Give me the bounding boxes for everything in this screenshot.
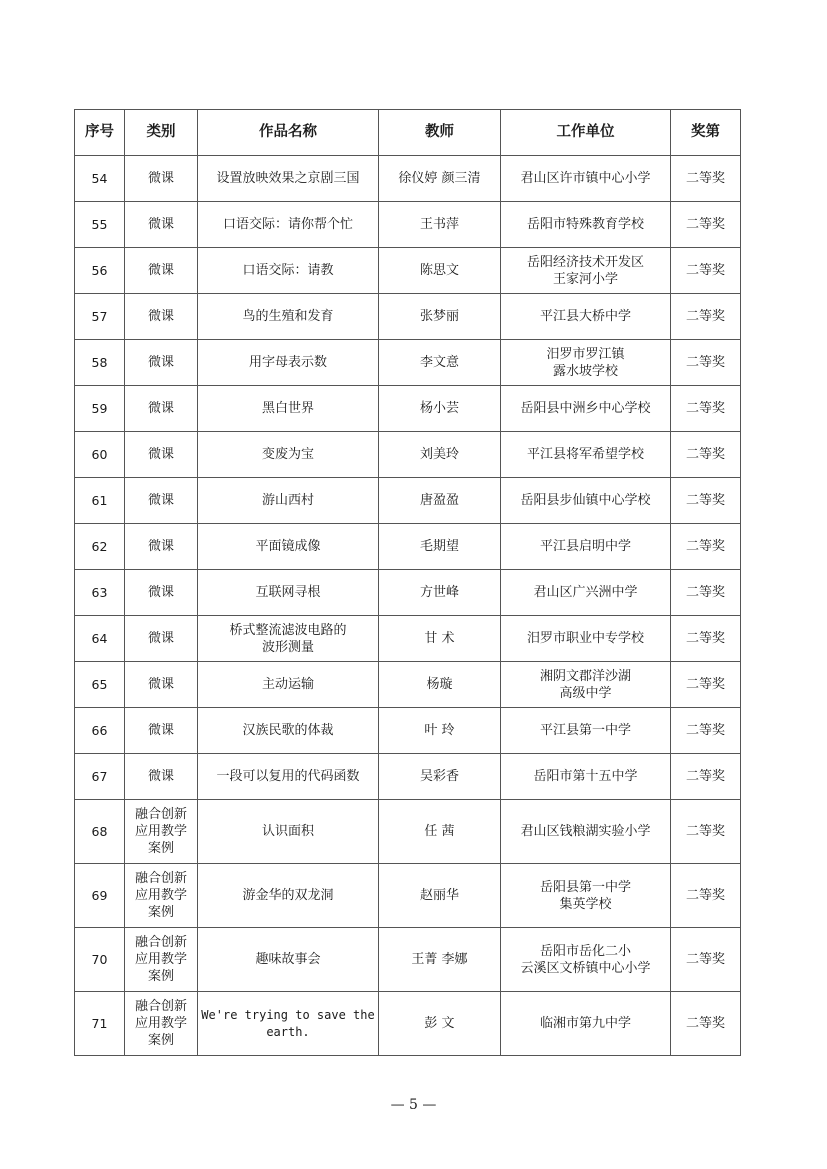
- cell-no: [75, 616, 125, 662]
- cell-unit-text: 君山区广兴洲中学: [533, 585, 638, 600]
- cell-award-text: 二等奖: [685, 769, 725, 784]
- cell-unit-text: 岳阳市岳化二小 云溪区文桥镇中心小学: [520, 943, 651, 976]
- cell-title-text: 用字母表示数: [248, 355, 327, 370]
- cell-teacher-text: 任 茜: [424, 824, 455, 839]
- cell-category-text: 融合创新 应用教学 案例: [134, 807, 187, 856]
- cell-category-text: 融合创新 应用教学 案例: [134, 871, 187, 920]
- cell-title-text: 鸟的生殖和发育: [242, 309, 334, 324]
- cell-unit-text: 岳阳市特殊教育学校: [526, 217, 644, 232]
- cell-unit-text: 君山区钱粮湖实验小学: [520, 824, 651, 839]
- header-teacher: 教师: [379, 110, 501, 156]
- cell-teacher-text: 彭 文: [424, 1016, 455, 1031]
- cell-category: [125, 992, 198, 1056]
- cell-unit: [501, 708, 671, 754]
- cell-unit: [501, 478, 671, 524]
- table-row: [75, 248, 741, 294]
- cell-award-text: 二等奖: [685, 355, 725, 370]
- cell-award-text: 二等奖: [685, 539, 725, 554]
- cell-award-text: 二等奖: [685, 493, 725, 508]
- table-row: [75, 156, 741, 202]
- cell-no-text: 69: [91, 888, 108, 903]
- cell-title-text: 互联网寻根: [255, 585, 321, 600]
- cell-no-text: 71: [91, 1016, 108, 1031]
- cell-category-text: 微课: [147, 171, 174, 186]
- cell-title: [198, 570, 379, 616]
- cell-category: [125, 662, 198, 708]
- cell-teacher-text: 徐仪婷 颜三清: [398, 171, 481, 186]
- cell-unit: [501, 864, 671, 928]
- cell-award: [671, 248, 741, 294]
- cell-category-text: 融合创新 应用教学 案例: [134, 935, 187, 984]
- cell-no: [75, 708, 125, 754]
- table-row: [75, 928, 741, 992]
- cell-category: [125, 616, 198, 662]
- cell-teacher: [379, 294, 501, 340]
- cell-award: [671, 202, 741, 248]
- cell-no-text: 66: [91, 723, 108, 738]
- cell-category: [125, 248, 198, 294]
- cell-category: [125, 570, 198, 616]
- cell-title-text: 口语交际：请你帮个忙: [222, 217, 353, 232]
- cell-unit: [501, 202, 671, 248]
- cell-category-text: 融合创新 应用教学 案例: [134, 999, 187, 1048]
- header-unit: 工作单位: [501, 110, 671, 156]
- cell-title: [198, 524, 379, 570]
- cell-unit: [501, 754, 671, 800]
- cell-title: [198, 708, 379, 754]
- cell-category: [125, 928, 198, 992]
- cell-unit-text: 平江县启明中学: [539, 539, 631, 554]
- cell-no-text: 61: [91, 493, 108, 508]
- cell-unit-text: 岳阳市第十五中学: [533, 769, 638, 784]
- cell-award: [671, 294, 741, 340]
- cell-title: [198, 864, 379, 928]
- cell-teacher-text: 杨小芸: [419, 401, 459, 416]
- table-row: [75, 340, 741, 386]
- cell-teacher-text: 吴彩香: [419, 769, 459, 784]
- cell-teacher-text: 王菁 李娜: [411, 952, 468, 967]
- table-row: [75, 616, 741, 662]
- cell-no-text: 64: [91, 631, 108, 646]
- cell-teacher: [379, 864, 501, 928]
- cell-category-text: 微课: [147, 217, 174, 232]
- table-row: [75, 800, 741, 864]
- cell-teacher: [379, 248, 501, 294]
- cell-award-text: 二等奖: [685, 585, 725, 600]
- cell-category-text: 微课: [147, 401, 174, 416]
- cell-title-text: 游金华的双龙洞: [242, 888, 334, 903]
- cell-category: [125, 800, 198, 864]
- cell-title-text: 变废为宝: [261, 447, 314, 462]
- cell-no: [75, 478, 125, 524]
- cell-teacher-text: 赵丽华: [419, 888, 459, 903]
- table-header-row: [75, 110, 741, 156]
- cell-award: [671, 616, 741, 662]
- cell-teacher-text: 陈思文: [419, 263, 459, 278]
- cell-teacher-text: 刘美玲: [419, 447, 459, 462]
- cell-category-text: 微课: [147, 355, 174, 370]
- cell-no: [75, 432, 125, 478]
- cell-category: [125, 864, 198, 928]
- cell-category: [125, 386, 198, 432]
- cell-award: [671, 478, 741, 524]
- cell-teacher: [379, 340, 501, 386]
- cell-title-text: 趣味故事会: [255, 952, 321, 967]
- cell-title: [198, 432, 379, 478]
- cell-no: [75, 992, 125, 1056]
- table-row: [75, 386, 741, 432]
- cell-no-text: 63: [91, 585, 108, 600]
- cell-title: [198, 928, 379, 992]
- cell-no-text: 70: [91, 952, 108, 967]
- cell-title: [198, 156, 379, 202]
- table-row: [75, 570, 741, 616]
- cell-category-text: 微课: [147, 263, 174, 278]
- cell-no-text: 54: [91, 171, 108, 186]
- cell-title-text: 口语交际：请教: [242, 263, 334, 278]
- cell-no-text: 58: [91, 355, 108, 370]
- cell-title-text: We're trying to save the earth.: [201, 1007, 375, 1039]
- cell-award: [671, 432, 741, 478]
- cell-title-text: 一段可以复用的代码函数: [216, 769, 360, 784]
- cell-no-text: 67: [91, 769, 108, 784]
- table-row: [75, 524, 741, 570]
- table-row: [75, 432, 741, 478]
- cell-unit-text: 汨罗市罗江镇 露水坡学校: [546, 346, 625, 379]
- cell-category: [125, 754, 198, 800]
- cell-title: [198, 386, 379, 432]
- cell-unit: [501, 662, 671, 708]
- cell-unit: [501, 156, 671, 202]
- cell-teacher-text: 李文意: [419, 355, 459, 370]
- cell-title: [198, 478, 379, 524]
- table-row: [75, 708, 741, 754]
- cell-category: [125, 432, 198, 478]
- cell-category-text: 微课: [147, 585, 174, 600]
- cell-category-text: 微课: [147, 447, 174, 462]
- header-no: 序号: [75, 110, 125, 156]
- cell-title: [198, 800, 379, 864]
- cell-category-text: 微课: [147, 769, 174, 784]
- cell-category-text: 微课: [147, 723, 174, 738]
- cell-award: [671, 386, 741, 432]
- cell-teacher: [379, 156, 501, 202]
- cell-title: [198, 992, 379, 1056]
- cell-title: [198, 616, 379, 662]
- cell-unit: [501, 800, 671, 864]
- cell-category: [125, 708, 198, 754]
- cell-title-text: 主动运输: [261, 677, 314, 692]
- cell-award-text: 二等奖: [685, 723, 725, 738]
- cell-no-text: 62: [91, 539, 108, 554]
- table-row: [75, 478, 741, 524]
- cell-award: [671, 754, 741, 800]
- cell-teacher: [379, 616, 501, 662]
- cell-unit-text: 岳阳县步仙镇中心学校: [520, 493, 651, 508]
- cell-no: [75, 248, 125, 294]
- header-award: 奖第: [671, 110, 741, 156]
- cell-title: [198, 294, 379, 340]
- cell-unit: [501, 616, 671, 662]
- cell-category-text: 微课: [147, 677, 174, 692]
- cell-award-text: 二等奖: [685, 631, 725, 646]
- cell-no: [75, 340, 125, 386]
- cell-unit: [501, 340, 671, 386]
- cell-award: [671, 992, 741, 1056]
- cell-no: [75, 800, 125, 864]
- cell-award-text: 二等奖: [685, 888, 725, 903]
- table-row: [75, 662, 741, 708]
- cell-title: [198, 202, 379, 248]
- cell-teacher: [379, 478, 501, 524]
- cell-teacher: [379, 708, 501, 754]
- cell-teacher: [379, 754, 501, 800]
- cell-unit: [501, 992, 671, 1056]
- cell-unit: [501, 928, 671, 992]
- cell-no: [75, 662, 125, 708]
- cell-teacher-text: 张梦丽: [419, 309, 459, 324]
- cell-unit-text: 岳阳县第一中学 集英学校: [539, 879, 631, 912]
- cell-no-text: 65: [91, 677, 108, 692]
- cell-award: [671, 662, 741, 708]
- cell-teacher: [379, 432, 501, 478]
- cell-no: [75, 156, 125, 202]
- cell-award: [671, 800, 741, 864]
- table-row: [75, 294, 741, 340]
- cell-teacher: [379, 662, 501, 708]
- cell-award-text: 二等奖: [685, 171, 725, 186]
- cell-unit-text: 岳阳县中洲乡中心学校: [520, 401, 651, 416]
- cell-category: [125, 524, 198, 570]
- table-body: [75, 156, 741, 1056]
- cell-award: [671, 524, 741, 570]
- cell-teacher: [379, 524, 501, 570]
- cell-title-text: 游山西村: [261, 493, 314, 508]
- page-number: — 5 —: [390, 1097, 437, 1113]
- cell-award-text: 二等奖: [685, 677, 725, 692]
- cell-title: [198, 662, 379, 708]
- cell-unit-text: 临湘市第九中学: [539, 1016, 631, 1031]
- cell-category: [125, 478, 198, 524]
- cell-award-text: 二等奖: [685, 952, 725, 967]
- cell-category: [125, 202, 198, 248]
- cell-title-text: 平面镜成像: [255, 539, 321, 554]
- cell-category-text: 微课: [147, 309, 174, 324]
- cell-award: [671, 928, 741, 992]
- cell-unit: [501, 432, 671, 478]
- cell-teacher: [379, 992, 501, 1056]
- cell-teacher: [379, 800, 501, 864]
- cell-teacher: [379, 570, 501, 616]
- cell-award: [671, 708, 741, 754]
- cell-no-text: 68: [91, 824, 108, 839]
- cell-teacher: [379, 202, 501, 248]
- table-row: [75, 992, 741, 1056]
- header-category: 类别: [125, 110, 198, 156]
- cell-teacher-text: 唐盈盈: [419, 493, 459, 508]
- cell-award: [671, 156, 741, 202]
- cell-category: [125, 340, 198, 386]
- cell-teacher-text: 王书萍: [419, 217, 459, 232]
- cell-category: [125, 294, 198, 340]
- cell-category-text: 微课: [147, 631, 174, 646]
- table-row: [75, 864, 741, 928]
- cell-no: [75, 570, 125, 616]
- cell-award-text: 二等奖: [685, 1016, 725, 1031]
- header-title: 作品名称: [198, 110, 379, 156]
- cell-teacher-text: 叶 玲: [424, 723, 455, 738]
- cell-teacher-text: 甘 术: [424, 631, 455, 646]
- cell-unit-text: 湘阴文郡洋沙湖 高级中学: [539, 668, 631, 701]
- cell-unit-text: 君山区许市镇中心小学: [520, 171, 651, 186]
- cell-unit: [501, 570, 671, 616]
- cell-no: [75, 754, 125, 800]
- cell-unit: [501, 294, 671, 340]
- cell-unit: [501, 386, 671, 432]
- cell-teacher: [379, 928, 501, 992]
- cell-no-text: 55: [91, 217, 108, 232]
- awards-table: [74, 109, 741, 1056]
- cell-teacher-text: 毛期望: [419, 539, 459, 554]
- cell-title: [198, 754, 379, 800]
- cell-no-text: 60: [91, 447, 108, 462]
- cell-no: [75, 524, 125, 570]
- cell-title: [198, 248, 379, 294]
- cell-no: [75, 386, 125, 432]
- cell-unit-text: 平江县将军希望学校: [526, 447, 644, 462]
- cell-unit-text: 汨罗市职业中专学校: [526, 631, 644, 646]
- cell-teacher-text: 方世峰: [419, 585, 459, 600]
- cell-teacher-text: 杨璇: [426, 677, 453, 692]
- cell-unit: [501, 524, 671, 570]
- cell-award: [671, 570, 741, 616]
- cell-title-text: 桥式整流滤波电路的 波形测量: [229, 622, 347, 655]
- cell-unit-text: 岳阳经济技术开发区 王家河小学: [526, 254, 644, 287]
- cell-title-text: 汉族民歌的体裁: [242, 723, 334, 738]
- cell-category-text: 微课: [147, 493, 174, 508]
- table-row: [75, 202, 741, 248]
- cell-title-text: 黑白世界: [261, 401, 314, 416]
- cell-award-text: 二等奖: [685, 401, 725, 416]
- cell-category-text: 微课: [147, 539, 174, 554]
- cell-no-text: 57: [91, 309, 108, 324]
- cell-no: [75, 294, 125, 340]
- cell-no: [75, 864, 125, 928]
- table-row: [75, 754, 741, 800]
- cell-unit: [501, 248, 671, 294]
- cell-award-text: 二等奖: [685, 309, 725, 324]
- cell-award-text: 二等奖: [685, 217, 725, 232]
- cell-award-text: 二等奖: [685, 824, 725, 839]
- cell-unit-text: 平江县第一中学: [539, 723, 631, 738]
- cell-title: [198, 340, 379, 386]
- cell-award: [671, 864, 741, 928]
- cell-no: [75, 202, 125, 248]
- cell-title-text: 认识面积: [261, 824, 314, 839]
- cell-teacher: [379, 386, 501, 432]
- cell-category: [125, 156, 198, 202]
- cell-no-text: 56: [91, 263, 108, 278]
- cell-award: [671, 340, 741, 386]
- cell-award-text: 二等奖: [685, 447, 725, 462]
- cell-award-text: 二等奖: [685, 263, 725, 278]
- cell-no-text: 59: [91, 401, 108, 416]
- cell-no: [75, 928, 125, 992]
- cell-unit-text: 平江县大桥中学: [539, 309, 631, 324]
- cell-title-text: 设置放映效果之京剧三国: [216, 171, 360, 186]
